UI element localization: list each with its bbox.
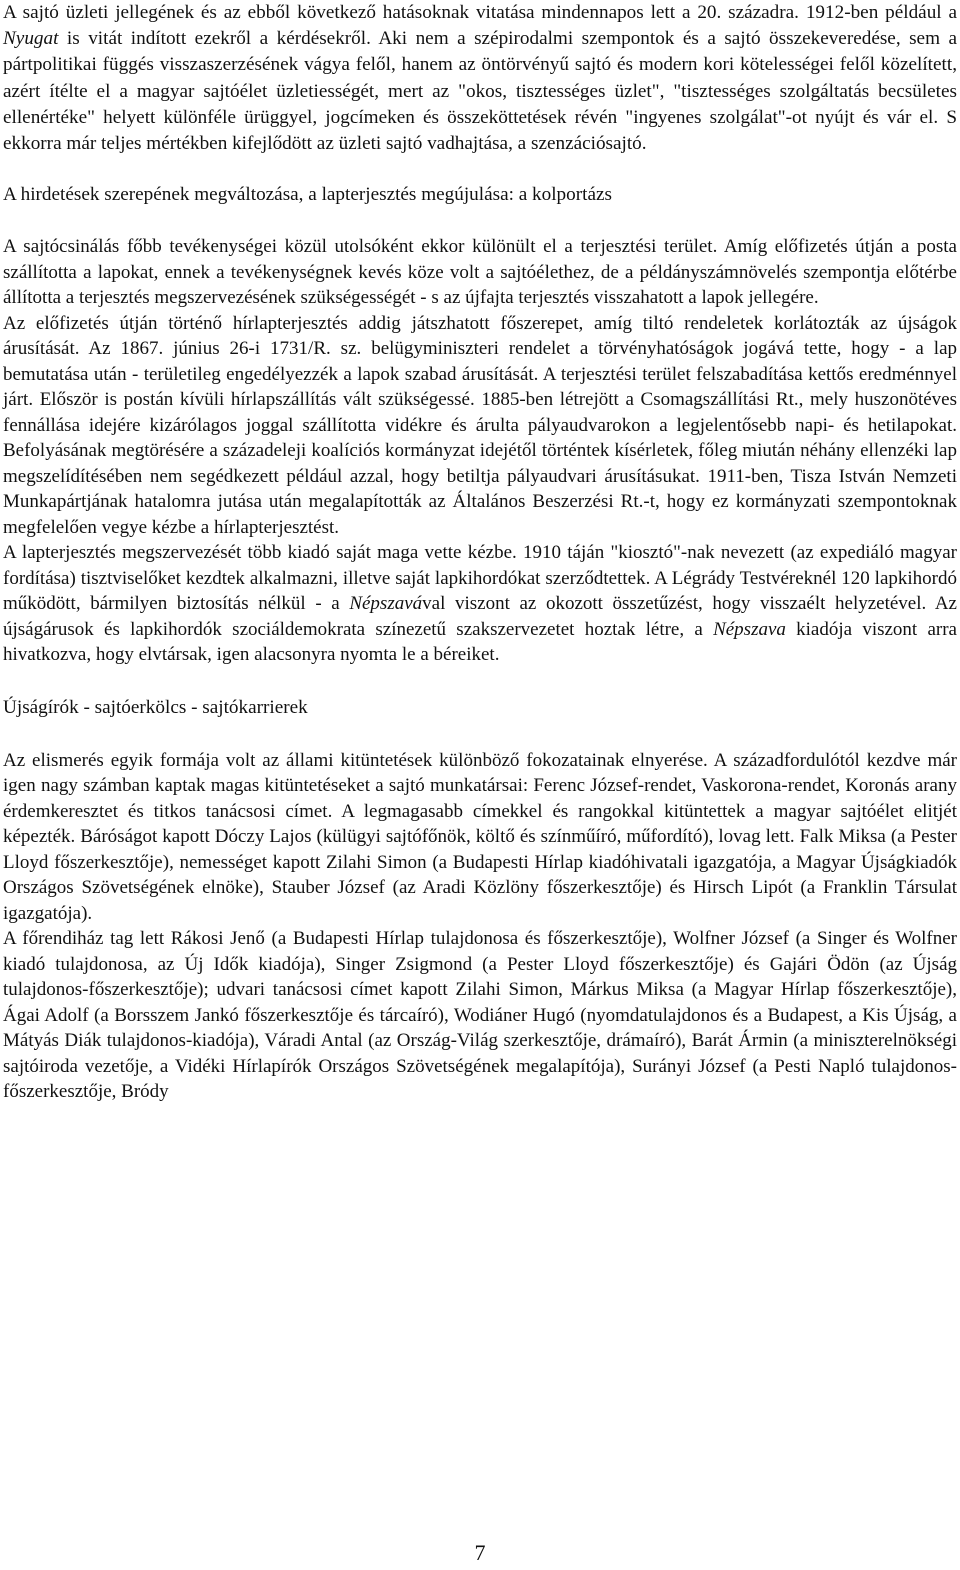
paragraph-text: A lapterjesztés megszervezését több kiadó saját maga vette kézbe. 1910 táján "kiosztó"-nak nevezett (az expediáló magyar fordítása) tisztviselőket kezdtek alkalmazni, illetve saját lapkihordókat szerződtettek. A Légrády Testvéreknél 120 lapkihordó működött, bármilyen biztosítás nélkül - a [3, 542, 957, 615]
paragraph-text: A sajtócsinálás főbb tevékenységei közül utolsóként ekkor különült el a terjesztési terület. Amíg előfizetés útján a posta szállította a lapokat, ennek a tevékenységnek kevés köze volt a sajtóélethez, de a példányszámnövelés szempontja előtérbe állította a terjesztés megszervezésének szükségességét - s az újfajta terjesztés visszahatott a lapok jellegére. [3, 236, 957, 309]
paragraph-text: is vitát indított ezekről a kérdésekről. Aki nem a szépirodalmi szempontok és a sajtó összekeveredése, sem a pártpolitikai függés visszaszerzésének vágya felől, hanem az öntörvényű sajtó és modern kori kötelességei felől közelített, azért ítélte el a magyar sajtóélet üzletiességét, mert az "okos, tisztességes üzlet", "tisztességes szolgáltatás becsületes ellenértéke" helyett különféle ürüggyel, jogcímeken és összeköttetések révén "ingyenes szolgálat"-ot nyújt és vár el. S ekkorra már teljes mértékben kifejlődött az üzleti sajtó vadhajtása, a szenzációsajtó. [3, 28, 957, 155]
body-paragraph [3, 926, 957, 1105]
paragraph-text: kiadója viszont arra hivatkozva, hogy elvtársak, igen alacsonyra nyomta le a béreiket. [3, 618, 957, 666]
paragraph-text: A főrendiház tag lett Rákosi Jenő (a Budapesti Hírlap tulajdonosa és főszerkesztője), Wolfner József (a Singer és Wolfner kiadó tulajdonosa, az Új Idők kiadója), Singer Zsigmond (a Pester Lloyd főszerkesztője) és Gajári Ödön (az Újság tulajdonos-főszerkesztője); udvari tanácsosi címet kapott Zilahi Simon, Márkus Miksa (a Magyar Hírlap főszerkesztője), Ágai Adolf (a Borsszem Jankó főszerkesztője és tárcaíró), Wodiáner Hugó (nyomdatulajdonos és a Budapest, a Kis Újság, a Mátyás Diák tulajdonos-kiadója), Váradi Antal (az Ország-Világ szerkesztője, drámaíró), Barát Ármin (a miniszterelnökségi sajtóiroda vezetője, a Vidéki Hírlapírók Országos Szövetségének megalapítója), Surányi József (a Pesti Napló tulajdonos-főszerkesztője, Bródy [3, 928, 957, 1103]
italic-title: Népszavá [349, 593, 423, 615]
body-paragraph [3, 540, 957, 668]
document-page [3, 0, 957, 1105]
italic-title: Nyugat [3, 28, 59, 50]
section-honours [3, 748, 957, 1105]
page-number: 7 [474, 1540, 486, 1565]
paragraph-text: Az elismerés egyik formája volt az állami kitüntetések különböző fokozatainak elnyerése. A századfordulótól kezdve már igen nagy számban kaptak magas kitüntetéseket a sajtó munkatársai: Ferenc József-rendet, Vaskorona-rendet, Koronás arany érdemkeresztet és titkos tanácsosi címet. A legmagasabb címekkel és rangokkal kitüntettek a magyar sajtóélet elitjét képezték. Báróságot kapott Dóczy Lajos (külügyi sajtófőnök, költő és színműíró, műfordító), lovag lett. Falk Miksa (a Pester Lloyd főszerkesztője), nemességet kapott Zilahi Simon (a Budapesti Hírlap kiadóhivatali igazgatója, a Magyar Újságkiadók Országos Szövetségének elnöke), Stauber József (az Aradi Közlöny főszerkesztője) és Hirsch Lipót (a Franklin Társulat igazgatója). [3, 749, 957, 924]
italic-title: Népszava [713, 618, 786, 640]
section-heading-journalists: Újságírók - sajtóerkölcs - sajtókarrierek [3, 696, 308, 718]
section-intro [3, 0, 957, 157]
paragraph-text: A sajtó üzleti jellegének és az ebből következő hatásoknak vitatása mindennapos lett a 20. századra. 1912-ben például a [3, 2, 957, 23]
section-heading-advertising: A hirdetések szerepének megváltozása, a lapterjesztés megújulása: a kolportázs [3, 184, 612, 206]
body-paragraph [3, 311, 957, 541]
paragraph-text: Az előfizetés útján történő hírlapterjesztés addig játszhatott főszerepet, amíg tiltó rendeletek korlátozták az újságok árusítását. Az 1867. június 26-i 1731/R. sz. belügyminiszteri rendelet a törvényhatóságok jogává tette, hogy - a lap bemutatása után - területileg engedélyezzék a lapok szabad árusítását. A terjesztési terület felszabadítása kettős eredménnyel járt. Először is postán kívüli hírlapszállítás vált szükségessé. 1885-ben létrejött a Csomagszállítási Rt., mely huszonötéves fennállása idejére kizárólagos joggal szállította vidékre és árulta pályaudvarokon a legjelentősebb napi- és hetilapokat. Befolyásának megtörésére a századeleji koalíciós kormányzat idejétől történtek kísérletek, főleg miután néhány ellenzéki lap megszelídítésében nem segédkezett például azzal, hogy betiltja pályaudvari árusításukat. 1911-ben, Tisza István Nemzeti Munkapártjának hatalomra jutása után megalapították az Általános Beszerzési Rt.-t, hogy ez kormányzati szempontoknak megfelelően vegye kézbe a hírlapterjesztést. [3, 312, 957, 538]
section-distribution [3, 234, 957, 668]
body-paragraph [3, 0, 957, 157]
body-paragraph [3, 748, 957, 927]
body-paragraph [3, 234, 957, 311]
paragraph-text: val viszont az okozott összetűzést, hogy visszaélt helyzetével. Az újságárusok és lapkihordók szociáldemokrata színezetű szakszervezetet hoztak létre, a [3, 593, 957, 640]
